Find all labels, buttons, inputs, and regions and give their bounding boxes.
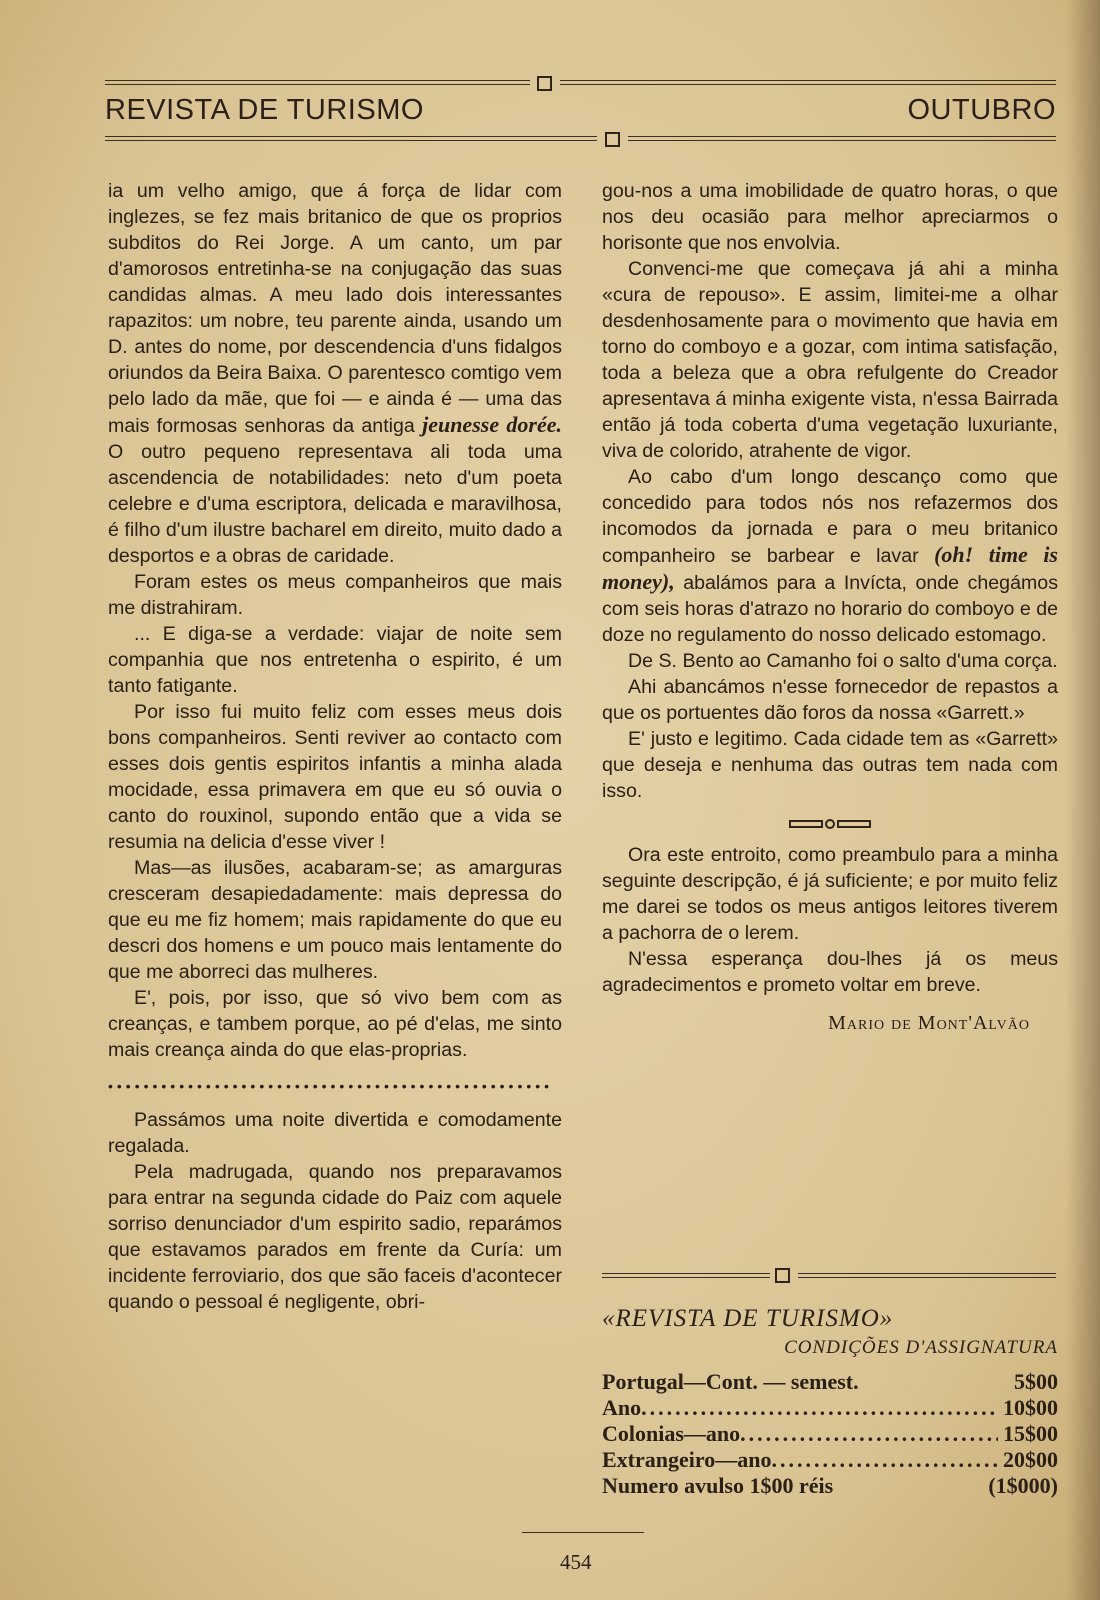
month-title: OUTUBRO <box>907 94 1056 126</box>
footer-rule <box>522 1532 644 1533</box>
price-row-avulso: Numero avulso 1$00 réis (1$000) <box>602 1473 1058 1498</box>
subscription-title: «REVISTA DE TURISMO» <box>602 1305 894 1332</box>
header-rule-bottom-right <box>628 136 1056 137</box>
right-paragraph-1: gou-nos a uma imobilidade de quatro horas, o que nos deu ocasião para melhor apreciarmos o horisonte que nos envolvia. <box>602 180 1058 254</box>
left-paragraph-1: ia um velho amigo, que á força de lidar com inglezes, se fez mais britanico de que os proprios subditos do Rei Jorge. A um canto, um par d'amorosos entretinha-se na conjugação das suas candidas almas. A meu lado dois interessantes rapazitos: um nobre, teu parente ainda, usando um D. antes do nome, por descendencia d'uns fidalgos oriundos da Beira Baixa. O parentesco comtigo vem pelo lado da mãe, que foi — e ainda é — uma das mais formosas senhoras da antiga jeunesse dorée. O outro pequeno representava ali toda uma ascendencia de notabilidades: neto d'um poeta celebre e d'uma escriptora, delicada e maravilhosa, é filho d'um ilustre bacharel em direito, muito dado a desportos e a obras de caridade. <box>108 180 562 567</box>
section-ornament <box>602 810 1058 836</box>
right-paragraph-7: Ora este entroito, como preambulo para a minha seguinte descripção, é já suficiente; e por muito feliz me darei se todos os meus antigos leitores tiverem a pachorra de o lerem. <box>602 844 1058 944</box>
right-paragraph-4: De S. Bento ao Camanho foi o salto d'uma corça. <box>628 650 1058 672</box>
header-ornament-square-bottom <box>605 132 620 147</box>
header-rule-bottom-right-2 <box>628 140 1056 141</box>
price-row-ano: Ano ..... 10$00 <box>602 1395 1058 1421</box>
right-paragraph-8: N'essa esperança dou-lhes já os meus agradecimentos e prometo voltar em breve. <box>602 948 1058 996</box>
right-paragraph-2: Convenci-me que começava já ahi a minha «cura de repouso». E assim, limitei-me a olhar desdenhosamente para o movimento que havia em torno do comboyo e a gozar, com intima satisfação, toda a beleza que a obra refulgente do Creador apresentava á minha exigente vista, n'essa Bairrada então já toda coberta d'uma vegetação luxuriante, viva de colorido, atrahente de vigor. <box>602 258 1058 462</box>
left-column <box>108 178 562 1315</box>
box-rule-right-2 <box>798 1277 1056 1278</box>
page-number: 454 <box>560 1550 592 1574</box>
price-row-portugal: Portugal—Cont. — semest. 5$00 <box>602 1369 1058 1394</box>
header-rule-top-right-2 <box>560 84 1056 85</box>
left-paragraph-4: Por isso fui muito feliz com esses meus dois bons companheiros. Senti reviver ao contacto com esses dois gentis espiritos infantis a minha alada mocidade, essa primavera em que eu só ouvia o canto do rouxinol, supondo então que a vida se resumia na delicia d'esse viver ! <box>108 701 562 853</box>
page-edge-shadow <box>1066 0 1100 1600</box>
left-paragraph-2: Foram estes os meus companheiros que mais me distrahiram. <box>108 571 562 619</box>
left-paragraph-3: ... E diga-se a verdade: viajar de noite sem companhia que nos entretenha o espirito, é um tanto fatigante. <box>108 623 562 697</box>
box-rule-right <box>798 1273 1056 1274</box>
author-signature: Mario de Mont'Alvão <box>828 1012 1030 1034</box>
price-list <box>602 1369 1058 1499</box>
box-ornament-square <box>775 1268 790 1283</box>
header-rule-top-left-2 <box>105 84 530 85</box>
box-rule-left-2 <box>602 1277 770 1278</box>
left-paragraph-6: E', pois, por isso, que só vivo bem com as creanças, e tambem porque, ao pé d'elas, me sinto mais creança ainda do que elas-proprias. <box>108 987 562 1061</box>
section-separator-dots: •••••••••••••••••••••••••••••••••••••••••••••••••• <box>108 1078 554 1094</box>
right-paragraph-5: Ahi abancámos n'esse fornecedor de repastos a que os portuentes dão foros da nossa «Garrett.» <box>602 676 1058 724</box>
right-paragraph-6: E' justo e legitimo. Cada cidade tem as «Garrett» que deseja e nenhuma das outras tem nada com isso. <box>602 728 1058 802</box>
price-row-colonias: Colonias—ano ..... 15$00 <box>602 1421 1058 1447</box>
subscription-subtitle: CONDIÇÕES D'ASSIGNATURA <box>784 1337 1058 1358</box>
italic-phrase-time-is-money: (oh! time is money), <box>602 542 1058 594</box>
italic-phrase-jeunesse: jeunesse dorée. <box>422 412 562 437</box>
right-paragraph-3: Ao cabo d'um longo descanço como que concedido para todos nós nos refazermos dos incomodos da jornada e para o meu britanico companheiro se barbear e lavar (oh! time is money), abalámos para a Invícta, onde chegámos com seis horas d'atrazo no horario do comboyo e de doze no regulamento do nosso delicado estomago. <box>602 466 1058 646</box>
header-ornament-square-top <box>537 76 552 91</box>
subscription-box <box>602 1305 1058 1499</box>
header-rule-top-left <box>105 80 530 81</box>
header-rule-top-right <box>560 80 1056 81</box>
right-column <box>602 178 1058 1036</box>
price-row-extrangeiro: Extrangeiro—ano ..... 20$00 <box>602 1447 1058 1473</box>
left-paragraph-7: Passámos uma noite divertida e comodamente regalada. <box>108 1109 562 1157</box>
left-paragraph-8: Pela madrugada, quando nos preparavamos para entrar na segunda cidade do Paiz com aquele sorriso denunciador d'um espirito sadio, reparámos que estavamos parados em frente da Curía: um incidente ferroviario, dos que são faceis d'acontecer quando o pessoal é negligente, obri- <box>108 1161 562 1313</box>
journal-title: REVISTA DE TURISMO <box>105 94 424 126</box>
box-rule-left <box>602 1273 770 1274</box>
left-paragraph-5: Mas—as ilusões, acabaram-se; as amarguras cresceram desapiedadamente: mais depressa do que eu me fiz homem; mais rapidamente do que eu descri dos homens e um pouco mais lentamente do que me aborreci das mulheres. <box>108 857 562 983</box>
header-rule-bottom-left-2 <box>105 140 597 141</box>
header-rule-bottom-left <box>105 136 597 137</box>
